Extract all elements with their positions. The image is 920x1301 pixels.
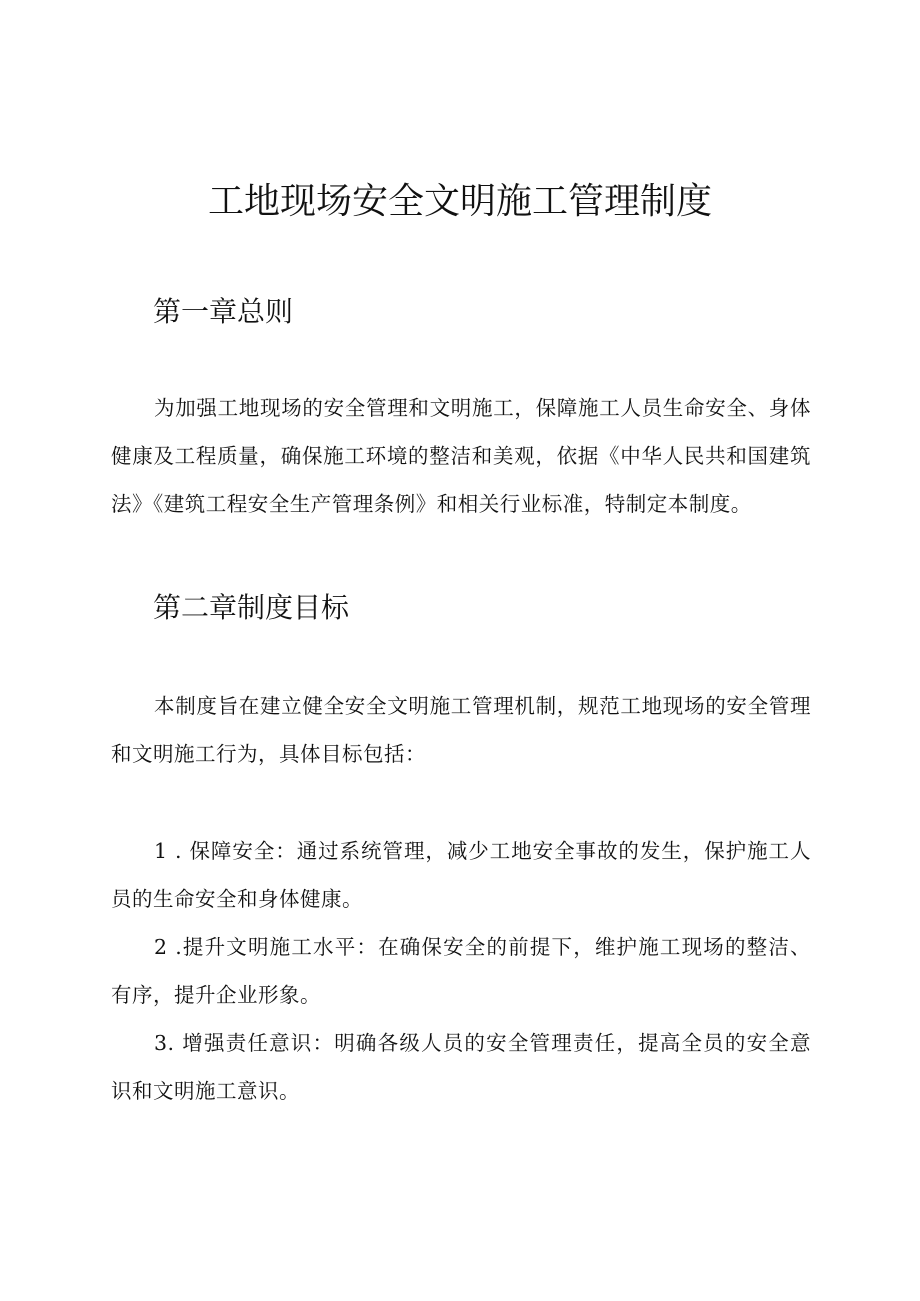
chapter-2-heading: 第二章制度目标 <box>153 591 350 624</box>
goal-item-3: 3. 增强责任意识：明确各级人员的安全管理责任，提高全员的安全意识和文明施工意识。 <box>111 1031 811 1103</box>
document-title: 工地现场安全文明施工管理制度 <box>207 181 712 222</box>
goal-item-1: 1 . 保障安全：通过系统管理，减少工地安全事故的发生，保护施工人员的生命安全和身体健康。 <box>111 839 811 911</box>
chapter-2-paragraph: 本制度旨在建立健全安全文明施工管理机制，规范工地现场的安全管理和文明施工行为，具体目标包括： <box>111 694 811 766</box>
goal-item-2: 2 .提升文明施工水平：在确保安全的前提下，维护施工现场的整洁、有序，提升企业形象。 <box>111 935 811 1007</box>
chapter-1-heading: 第一章总则 <box>153 295 294 328</box>
chapter-1-paragraph: 为加强工地现场的安全管理和文明施工，保障施工人员生命安全、身体健康及工程质量，确保施工环境的整洁和美观，依据《中华人民共和国建筑法》《建筑工程安全生产管理条例》和相关行业标准，特制定本制度。 <box>111 396 811 516</box>
